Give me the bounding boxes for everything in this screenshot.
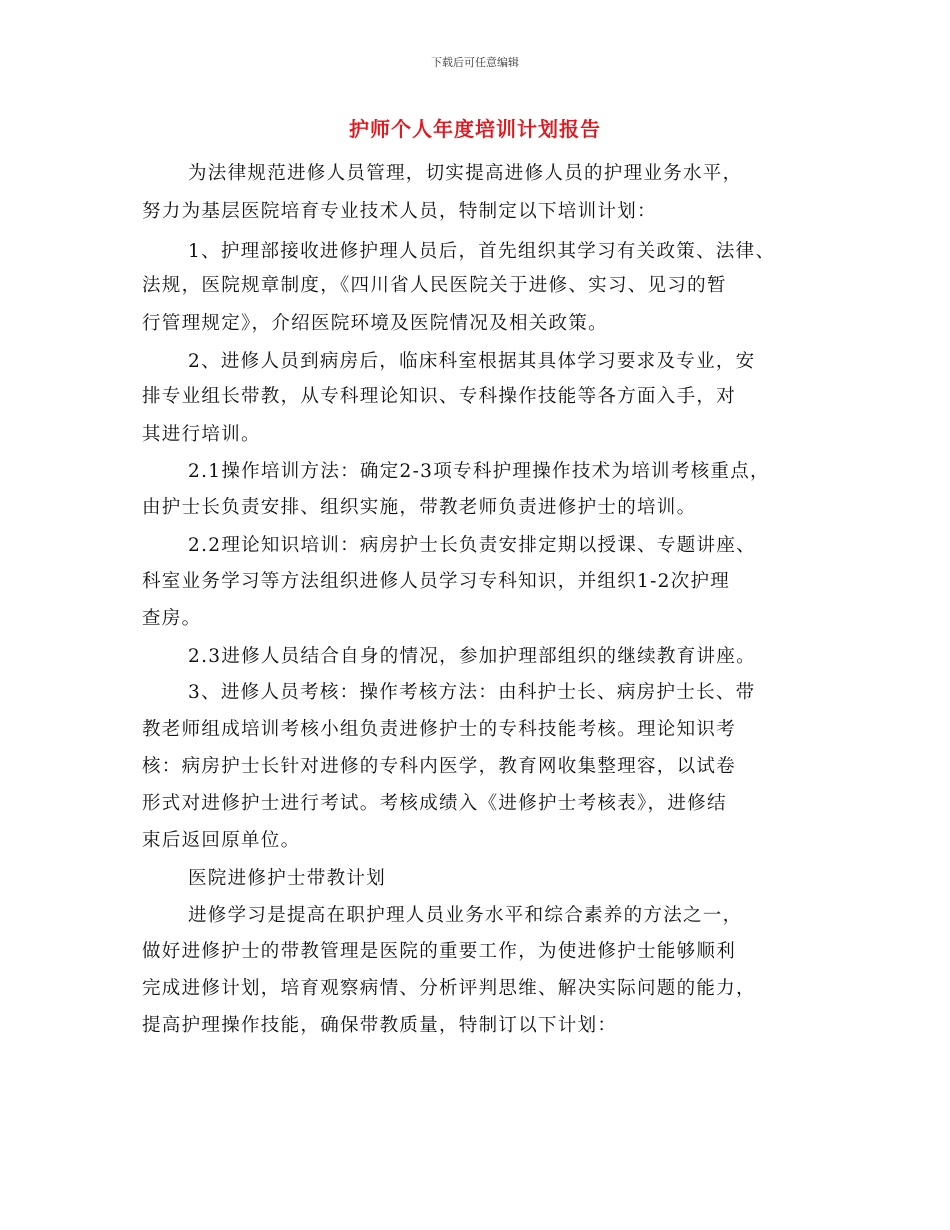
body-line: 排专业组长带教，从专科理论知识、专科操作技能等各方面入手，对 <box>142 386 737 407</box>
body-line: 法规，医院规章制度，《四川省人民医院关于进修、实习、见习的暂 <box>142 275 727 296</box>
body-line: 努力为基层医院培育专业技术人员，特制定以下培训计划： <box>142 201 657 222</box>
body-line: 核：病房护士长针对进修的专科内医学，教育网收集整理容，以试卷 <box>142 756 737 777</box>
body-line: 完成进修计划，培育观察病情、分析评判思维、解决实际问题的能力， <box>142 978 756 999</box>
body-line: 1、护理部接收进修护理人员后，首先组织其学习有关政策、法律、 <box>188 241 776 262</box>
body-line: 进修学习是提高在职护理人员业务水平和综合素养的方法之一， <box>188 905 743 926</box>
body-line: 2.3进修人员结合自身的情况，参加护理部组织的继续教育讲座。 <box>188 646 756 667</box>
body-line: 科室业务学习等方法组织进修人员学习专科知识，并组织1-2次护理 <box>142 571 731 592</box>
body-line: 做好进修护士的带教管理是医院的重要工作，为使进修护士能够顺利 <box>142 941 737 962</box>
body-line: 形式对进修护士进行考试。考核成绩入《进修护士考核表》，进修结 <box>142 793 727 814</box>
body-line: 查房。 <box>142 608 202 629</box>
download-note: 下载后可任意编辑 <box>431 56 519 69</box>
body-line: 其进行培训。 <box>142 424 261 445</box>
section-heading: 医院进修护士带教计划 <box>188 868 387 889</box>
body-line: 行管理规定》，介绍医院环境及医院情况及相关政策。 <box>142 313 608 334</box>
body-line: 由护士长负责安排、组织实施，带教老师负责进修护士的培训。 <box>142 497 697 518</box>
body-line: 教老师组成培训考核小组负责进修护士的专科技能考核。理论知识考 <box>142 719 737 740</box>
body-line: 3、进修人员考核：操作考核方法：由科护士长、病房护士长、带 <box>188 682 756 703</box>
document-title: 护师个人年度培训计划报告 <box>349 117 601 141</box>
body-line: 2.2理论知识培训：病房护士长负责安排定期以授课、专题讲座、 <box>188 535 756 556</box>
body-line: 提高护理操作技能，确保带教质量，特制订以下计划： <box>142 1015 618 1036</box>
body-line: 束后返回原单位。 <box>142 830 301 851</box>
body-line: 为法律规范进修人员管理，切实提高进修人员的护理业务水平， <box>188 163 743 184</box>
body-line: 2、进修人员到病房后，临床科室根据其具体学习要求及专业，安 <box>188 351 756 372</box>
body-line: 2.1操作培训方法：确定2-3项专科护理操作技术为培训考核重点， <box>188 461 770 482</box>
